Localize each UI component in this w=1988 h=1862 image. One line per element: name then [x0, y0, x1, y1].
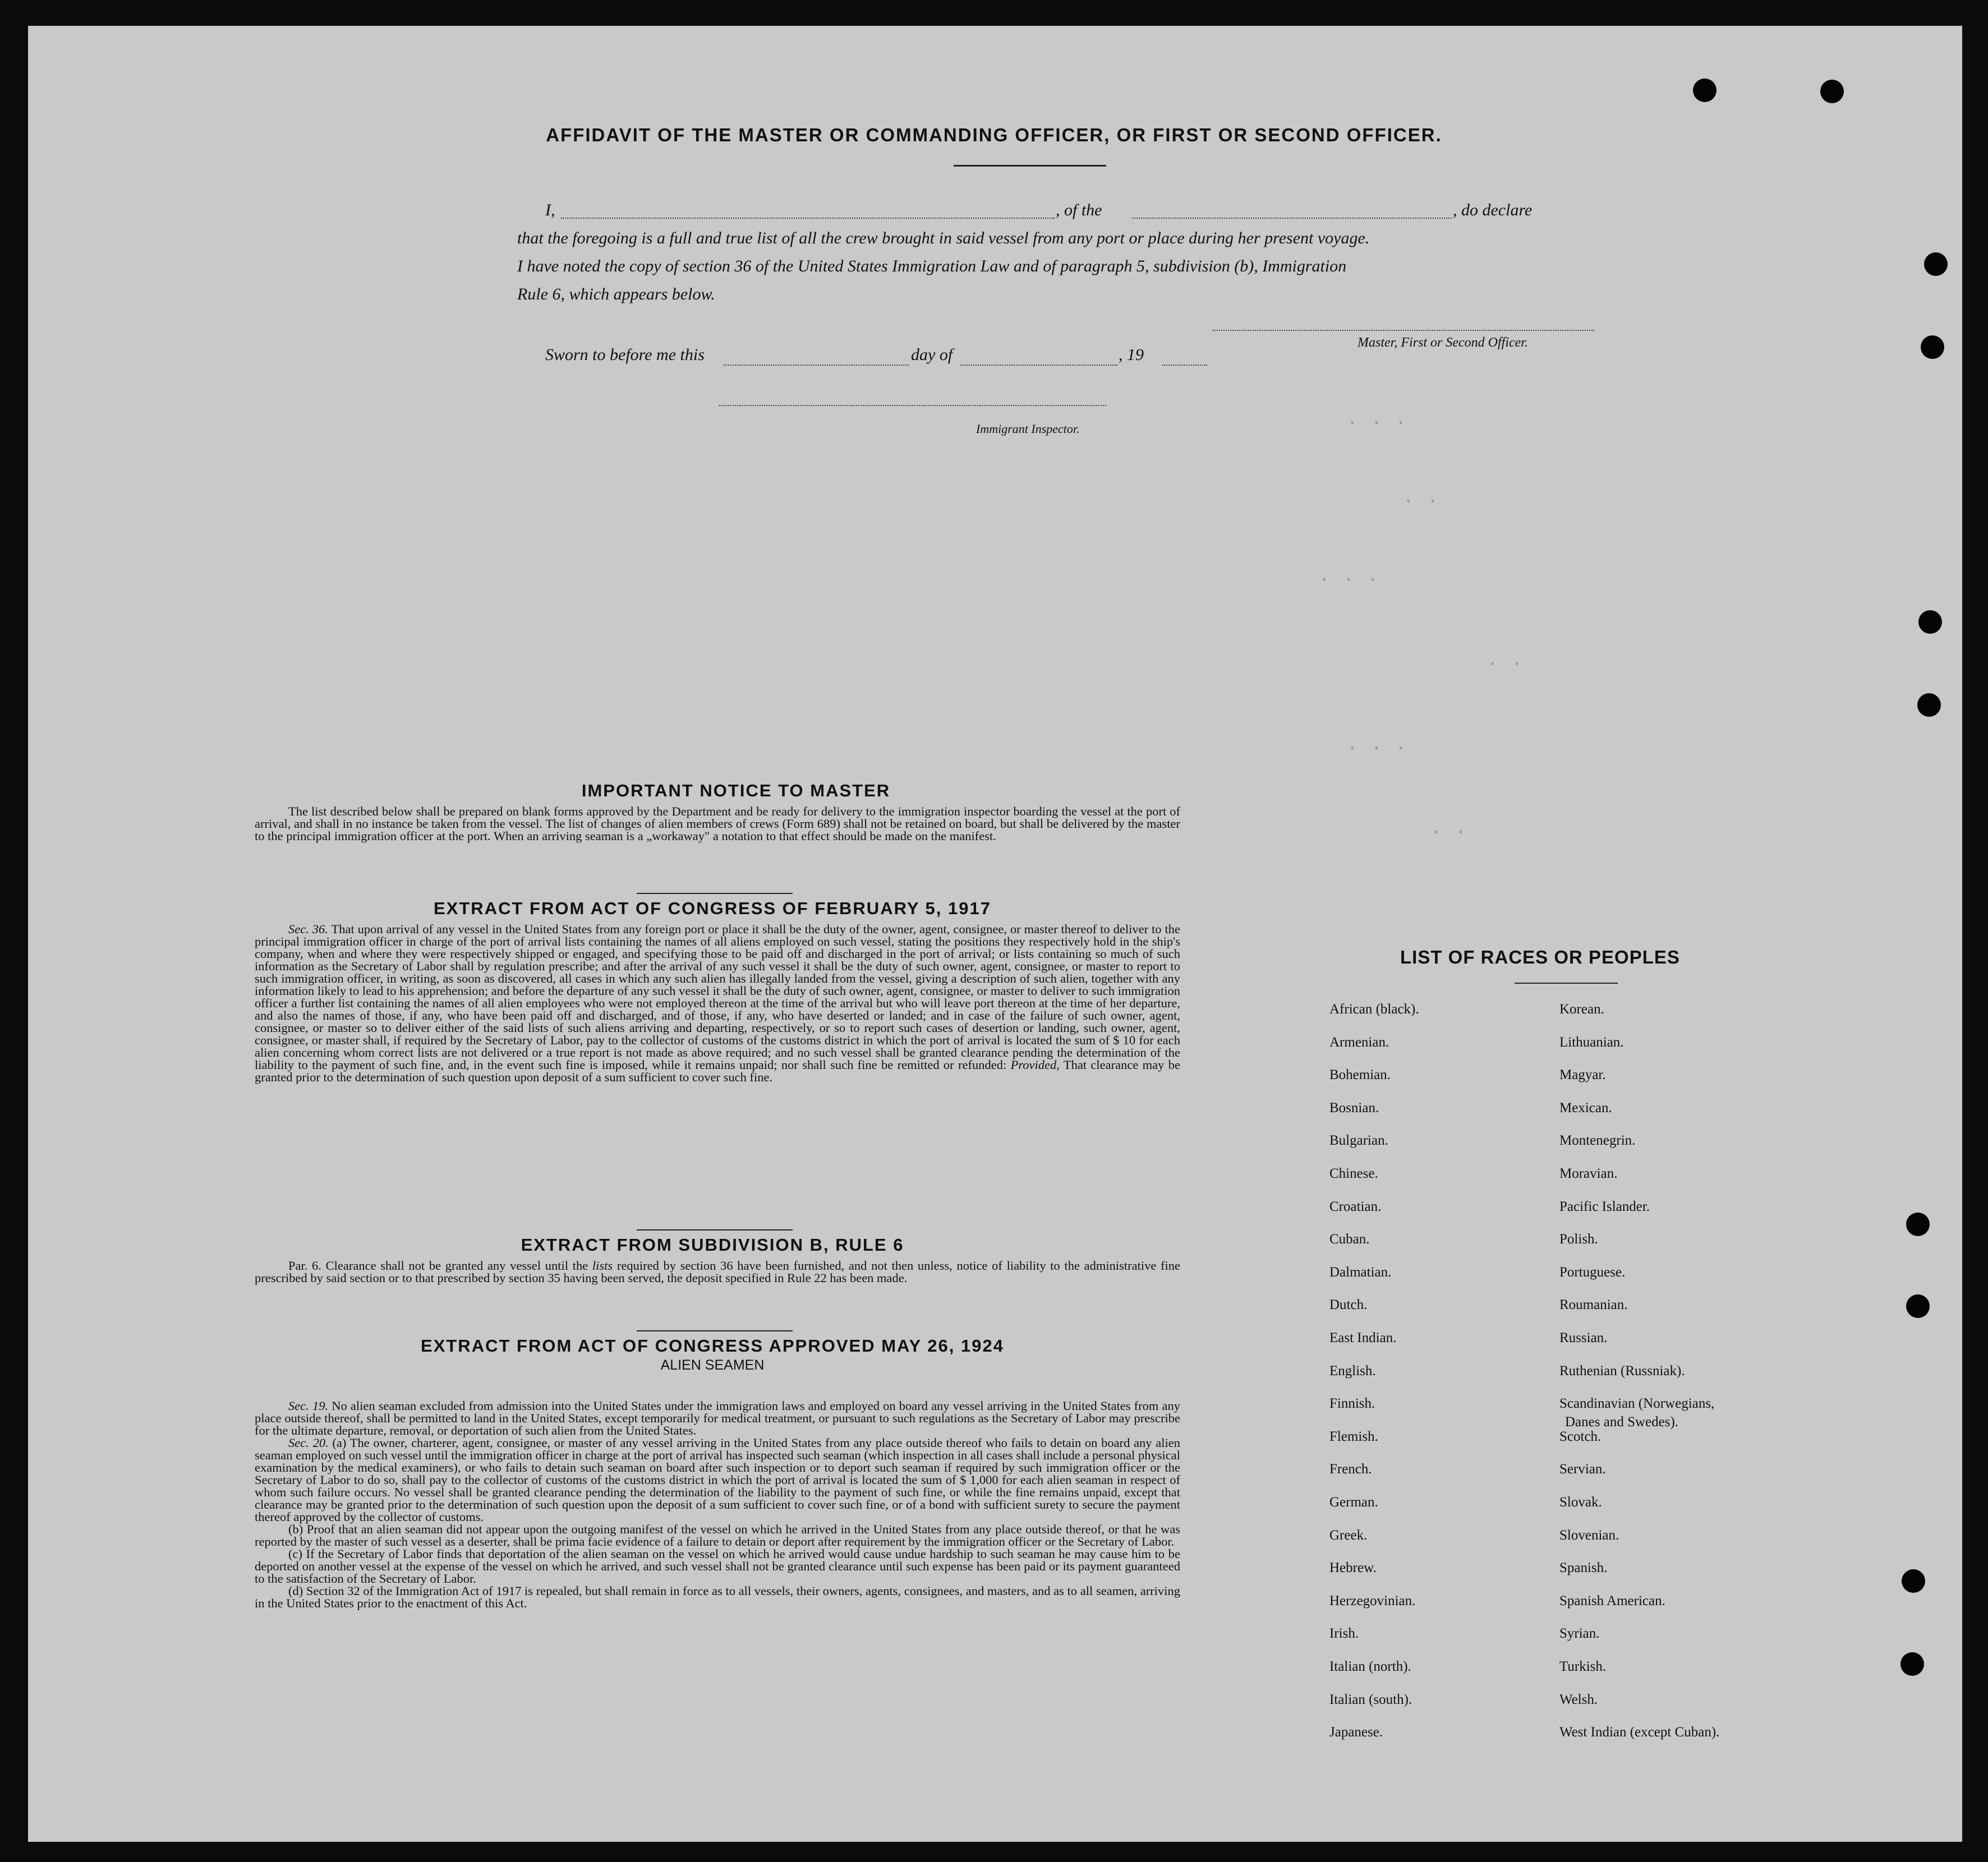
- divider: [1515, 983, 1618, 984]
- extract-1924-subtitle: ALIEN SEAMEN: [660, 1357, 765, 1373]
- punch-hole: [1902, 1569, 1925, 1593]
- sec-20a-text: (a) The owner, charterer, agent, consignee, or master of any vessel arriving in the United States from any place outside thereof who fails to detain on board any alien seaman employed on such vessel until the immigration officer in charge at the port of arrival has inspected such seaman (which inspection in all cases shall include a personal physical examination by the medical examiners), or who fails to detain such seaman on board after such inspection or to deport such seaman if required by such immigration officer or the Secretary of Labor to do so, shall pay to the collector of customs of the customs district in which the port of arrival is located the sum of $ 1,000 for each alien seaman in respect of whom such failure occurs. No vessel shall be granted clearance pending the determination of the liability to the payment of such fine, or while the fine remains unpaid, except that clearance may be granted prior to the determination of such question upon the deposit of a sum sufficient to cover such fine, or of a bond with sufficient surety to secure the payment thereof approved by the collector of customs.: [255, 1436, 1181, 1524]
- race-item: Japanese.: [1329, 1725, 1383, 1740]
- race-item: English.: [1329, 1363, 1376, 1379]
- divider: [637, 893, 793, 894]
- race-item: Italian (north).: [1329, 1659, 1411, 1674]
- sec-19-label: Sec. 19.: [288, 1399, 329, 1413]
- extract-1924-title: EXTRACT FROM ACT OF CONGRESS APPROVED MAY 26, 1924: [421, 1336, 1004, 1356]
- race-item: Montenegrin.: [1559, 1133, 1636, 1149]
- day-field[interactable]: [724, 365, 909, 366]
- affidavit-declare: , do declare: [1453, 201, 1533, 219]
- race-item: Russian.: [1559, 1330, 1608, 1345]
- sec-20-label: Sec. 20.: [288, 1436, 329, 1450]
- extract-1917-title: EXTRACT FROM ACT OF CONGRESS OF FEBRUARY 5, 1917: [434, 898, 991, 918]
- affidavit-line-4: Rule 6, which appears below.: [517, 285, 715, 303]
- punch-hole: [1917, 693, 1941, 717]
- day-of-text: day of: [911, 345, 953, 364]
- race-item: Welsh.: [1559, 1692, 1598, 1707]
- race-item: Cuban.: [1329, 1232, 1370, 1247]
- race-item: Italian (south).: [1329, 1692, 1412, 1707]
- notice-paragraph: The list described below shall be prepared on blank forms approved by the Department and be ready for delivery to the immigration inspector boarding the vessel at the port of arrival, and shall in no instance be taken from the vessel. The list of changes of alien members of crews (Form 689) shall not be retained on board, but shall be delivered by the master to the principal immigration officer at the port. When an arriving seaman is a „workaway" a notation to that effect should be made on the manifest.: [255, 804, 1180, 843]
- sec-36-text-end: That clearance may be granted prior to the determination of such question upon deposit of a sum sufficient to cover such fine.: [255, 1058, 1181, 1084]
- extract-rule6-title: EXTRACT FROM SUBDIVISION B, RULE 6: [521, 1235, 904, 1255]
- race-item: Croatian.: [1329, 1199, 1382, 1214]
- race-item: Slovak.: [1559, 1495, 1602, 1510]
- race-item: Finnish.: [1329, 1396, 1375, 1412]
- notice-text: [255, 805, 1180, 842]
- sec-20c-text: (c) If the Secretary of Labor finds that deportation of the alien seaman on the vessel on which he arrived would cause undue hardship to such seaman he may cause him to be deported on another vessel at the expense of the vessel on which he arrived, and such vessel shall not be granted clearance until such expense has been paid or its payment guaranteed to the satisfaction of the Secretary of Labor.: [255, 1547, 1180, 1586]
- race-item: Bosnian.: [1329, 1100, 1379, 1116]
- punch-hole: [1900, 1652, 1924, 1676]
- race-item: West Indian (except Cuban).: [1559, 1725, 1720, 1740]
- document-page: . . . . . . . . . . . . . . . AFFIDAVIT OF THE MASTER OR COMMANDING OFFICER, OR FIRST OR SECOND OFFICER. I, , of the , do declare that the foregoing is a full and true list of all the crew brought in said vessel from any port or place during her present voyage. I have noted the copy of section 36 of the United States Immigration Law and of paragraph 5, subdivision (b), Immigration Rule 6, which appears below. Master, First or Second Officer. Sworn to before me this day of , 19 Immigrant Inspector. IMPORTANT NOTICE TO MASTER The list described below shall be prepared on blank forms approved by the Department and be ready for delivery to the immigration inspector boarding the vessel at the port of arrival, and shall in no instance be taken from the vessel. The list of changes of alien members of crews (Form 689) shall not be retained on board, but shall be delivered by the master to the principal immigration officer at the port. When an arriving seaman is a „workaway" a notation to that effect should be made on the manifest. EXTRACT FROM ACT OF CONGRESS OF FEBRUARY 5, 1917 Sec. 36. That upon arrival of any vessel in the United States from any foreign port or place it shall be the duty of the owner, agent, consignee, or master thereof to deliver to the principal immigration officer in charge of the port of arrival lists containing the names of all aliens employed on such vessel, stating the positions they respectively hold in the ship's company, when and where they were respectively shipped or engaged, and specifying those to be paid off and discharged in the port of arrival; or lists containing so much of such information as the Secretary of Labor shall by regulation prescribe; and after the arrival of any such vessel it shall be the duty of such owner, agent, consignee, or master to report to such immigration officer, in writing, as soon as discovered, all cases in which any such alien has illegally landed from the vessel, giving a description of such alien, together with any information likely to lead to his apprehension; and before the departure of any such vessel it shall be the duty of such owner, agent, consignee, or master to deliver to such immigration officer a further list containing the names of all alien employees who were not employed thereon at the time of the arrival but who will leave port thereon at the time of her departure, and also the names of those, if any, who have been paid off and discharged, and of those, if any, who have deserted or landed; and in case of the failure of such owner, agent, consignee, or master so to deliver either of the said lists of such aliens arriving and departing, respectively, or so to report such cases of desertion or landing, such owner, agent, consignee, or master shall, if required by the Secretary of Labor, pay to the collector of customs of the customs district in which the port of arrival is located the sum of $ 10 for each alien concerning whom correct lists are not delivered or a true report is not made as above required; and no such vessel shall be granted clearance pending the determination of the liability to the payment of such fine, and, in the event such fine is imposed, while it remains unpaid; nor shall such fine be remitted or refunded: Provided, That clearance may be granted prior to the determination of such question upon deposit of a sum sufficient to cover such fine. EXTRACT FROM SUBDIVISION B, RULE 6 Par. 6. Clearance shall not be granted any vessel until the lists required by section 36 have been furnished, and not then unless, notice of liability to the administrative fine prescribed by said section or to that prescribed by section 35 having been served, the deposit specified in Rule 22 has been made. EXTRACT FROM ACT OF CONGRESS APPROVED MAY 26, 1924 ALIEN SEAMEN Sec. 19. No alien seaman excluded from admission into the United States under the immigration laws and employed on board any vessel arriving in the United States from any place outside thereof, shall be permitted to land in the United States, except temporarily for medical treatment, or pursuant to such regulations as the Secretary of Labor may prescribe for the ultimate departure, removal, or deportation of such alien from the United States. Sec. 20. (a) The owner, charterer, agent, consignee, or master of any vessel arriving in the United States from any place outside thereof who fails to detain on board any alien seaman employed on such vessel until the immigration officer in charge at the port of arrival has inspected such seaman (which inspection in all cases shall include a personal physical examination by the medical examiners), or who fails to detain such seaman on board after such inspection or to deport such seaman if required by such immigration officer or the Secretary of Labor to do so, shall pay to the collector of customs of the customs district in which the port of arrival is located the sum of $ 1,000 for each alien seaman in respect of whom such failure occurs. No vessel shall be granted clearance pending the determination of the liability to the payment of such fine, or while the fine remains unpaid, except that clearance may be granted prior to the determination of such question upon the deposit of a sum sufficient to cover such fine, or of a bond with sufficient surety to secure the payment thereof approved by the collector of customs. (b) Proof that an alien seaman did not appear upon the outgoing manifest of the vessel on which he arrived in the United States from any place outside thereof, or that he was reported by the master of such vessel as a deserter, shall be prima facie evidence of a failure to detain or deport after requirement by the immigration officer or the Secretary of Labor. (c) If the Secretary of Labor finds that deportation of the alien seaman on the vessel on which he arrived would cause undue hardship to such seaman he may cause him to be deported on another vessel at the expense of the vessel on which he arrived, and such vessel shall not be granted clearance until such expense has been paid or its payment guaranteed to the satisfaction of the Secretary of Labor. (d) Section 32 of the Immigration Act of 1917 is repealed, but shall remain in force as to all vessels, their owners, agents, consignees, and masters, and as to all seamen, arriving in the United States prior to the enactment of this Act. LIST OF RACES OR PEOPLES African (black). Armenian. Bohemian. Bosnian. Bulgarian. Chinese. Croatian. Cuban. Dalmatian. Dutch. East Indian. English. Finnish. Flemish. French. German. Greek. Hebrew. Herzegovinian. Irish. Italian (north). Italian (south). Japanese. Korean. Lithuanian. Magyar. Mexican. Montenegrin. Moravian. Pacific Islander. Polish. Portuguese. Roumanian. Russian. Ruthenian (Russniak). Scandinavian (Norwegians, Scotch. Servian. Slovak. Slovenian. Spanish. Spanish American. Syrian. Turkish. Welsh. West Indian (except Cuban). Danes and Swedes).: [28, 26, 1962, 1842]
- sec-36-text: That upon arrival of any vessel in the United States from any foreign port or place it shall be the duty of the owner, agent, consignee, or master thereof to deliver to the principal immigration officer in charge of the port of arrival lists containing the names of all aliens employed on such vessel, stating the positions they respectively hold in the ship's company, when and where they were respectively shipped or engaged, and specifying those to be paid off and discharged in the port of arrival; or lists containing so much of such information as the Secretary of Labor shall by regulation prescribe; and after the arrival of any such vessel it shall be the duty of such owner, agent, consignee, or master to report to such immigration officer, in writing, as soon as discovered, all cases in which any such alien has illegally landed from the vessel, giving a description of such alien, together with any information likely to lead to his apprehension; and before the departure of any such vessel it shall be the duty of such owner, agent, consignee, or master to deliver to such immigration officer a further list containing the names of all alien employees who were not employed thereon at the time of the arrival but who will leave port thereon at the time of her departure, and also the names of those, if any, who have been paid off and discharged, and of those, if any, who have deserted or landed; and in case of the failure of such owner, agent, consignee, or master so to deliver either of the said lists of such aliens arriving and departing, respectively, or so to report such cases of desertion or landing, such owner, agent, consignee, or master shall, if required by the Secretary of Labor, pay to the collector of customs of the customs district in which the port of arrival is located the sum of $ 10 for each alien concerning whom correct lists are not delivered or a true report is not made as above required; and no such vessel shall be granted clearance pending the determination of the liability to the payment of such fine, and, in the event such fine is imposed, while it remains unpaid; nor shall such fine be remitted or refunded:: [255, 922, 1180, 1072]
- race-item: East Indian.: [1329, 1330, 1397, 1345]
- race-item: Dalmatian.: [1329, 1264, 1392, 1280]
- race-item: Greek.: [1329, 1527, 1368, 1543]
- divider: [637, 1330, 793, 1331]
- race-item: Moravian.: [1559, 1166, 1618, 1181]
- punch-hole: [1906, 1294, 1930, 1318]
- race-item: Hebrew.: [1329, 1560, 1377, 1576]
- extract-1917-text: [255, 923, 1180, 1084]
- punch-hole: [1693, 79, 1717, 102]
- race-item: Roumanian.: [1559, 1297, 1628, 1313]
- race-item: Chinese.: [1329, 1166, 1378, 1181]
- race-item: Servian.: [1559, 1462, 1606, 1477]
- race-item: Mexican.: [1559, 1100, 1612, 1116]
- race-item: French.: [1329, 1462, 1372, 1477]
- notice-title: IMPORTANT NOTICE TO MASTER: [581, 781, 891, 800]
- extract-1924-text: [255, 1400, 1180, 1610]
- race-item: Slovenian.: [1559, 1527, 1619, 1543]
- year-text: , 19: [1119, 345, 1144, 364]
- affidavit-line-3: I have noted the copy of section 36 of the United States Immigration Law and of paragraph 5, subdivision (b), Immigration: [517, 257, 1347, 275]
- month-field[interactable]: [960, 365, 1117, 366]
- sec-19-text: No alien seaman excluded from admission into the United States under the immigration laws and employed on board any vessel arriving in the United States from any place outside thereof, shall be permitted to land in the United States, except temporarily for medical treatment, or pursuant to such regulations as the Secretary of Labor may prescribe for the ultimate departure, removal, or deportation of such alien from the United States.: [255, 1399, 1180, 1437]
- race-item: Scandinavian (Norwegians,: [1559, 1396, 1715, 1412]
- race-item: Armenian.: [1329, 1034, 1389, 1050]
- race-item: Spanish American.: [1559, 1593, 1665, 1608]
- vessel-field[interactable]: [1132, 218, 1452, 219]
- sec-20b-text: (b) Proof that an alien seaman did not appear upon the outgoing manifest of the vessel on which he arrived in the United States from any place outside thereof, or that he was reported by the master of such vessel as a deserter, shall be prima facie evidence of a failure to detain or deport after requirement by the immigration officer or the Secretary of Labor.: [255, 1522, 1180, 1548]
- par-6-text-b: required by section 36 have been furnished, and not then unless, notice of liability to the administrative fine prescribed by said section or to that prescribed by section 35 having been served, the deposit specified in Rule 22 has been made.: [255, 1259, 1180, 1285]
- name-field[interactable]: [561, 218, 1055, 219]
- inspector-signature-line[interactable]: [719, 405, 1106, 406]
- race-item: Polish.: [1559, 1232, 1598, 1247]
- race-item: Magyar.: [1559, 1067, 1606, 1083]
- inspector-label: Immigrant Inspector.: [976, 422, 1080, 436]
- sec-36-label: Sec. 36.: [288, 922, 328, 936]
- race-item: Ruthenian (Russniak).: [1559, 1363, 1685, 1379]
- affidavit-of-the: , of the: [1056, 201, 1102, 219]
- race-item: Lithuanian.: [1559, 1034, 1624, 1050]
- race-item: Syrian.: [1559, 1626, 1600, 1642]
- affidavit-i: I,: [545, 201, 555, 219]
- sworn-text: Sworn to before me this: [545, 345, 705, 364]
- races-title: LIST OF RACES OR PEOPLES: [1400, 947, 1680, 967]
- year-field[interactable]: [1162, 365, 1207, 366]
- race-item: Turkish.: [1559, 1659, 1607, 1674]
- punch-hole: [1921, 335, 1944, 359]
- race-item: Portuguese.: [1559, 1264, 1626, 1280]
- race-item: Dutch.: [1329, 1297, 1368, 1313]
- sec-20d-text: (d) Section 32 of the Immigration Act of 1917 is repealed, but shall remain in force as to all vessels, their owners, agents, consignees, and masters, and as to all seamen, arriving in the United States prior to the enactment of this Act.: [255, 1584, 1180, 1610]
- race-item: Herzegovinian.: [1329, 1593, 1416, 1608]
- master-label: Master, First or Second Officer.: [1357, 335, 1528, 350]
- race-item: Korean.: [1559, 1002, 1604, 1017]
- par-6-text-a: Par. 6. Clearance shall not be granted any vessel until the: [288, 1259, 588, 1273]
- race-item: Spanish.: [1559, 1560, 1608, 1576]
- race-item: African (black).: [1329, 1002, 1419, 1017]
- extract-rule6-text: [255, 1260, 1180, 1284]
- race-item: Flemish.: [1329, 1428, 1378, 1444]
- lists-word: lists: [592, 1259, 613, 1273]
- punch-hole: [1820, 80, 1844, 103]
- race-item: Danes and Swedes).: [1565, 1414, 1679, 1430]
- affidavit-title: AFFIDAVIT OF THE MASTER OR COMMANDING OFFICER, OR FIRST OR SECOND OFFICER.: [546, 125, 1442, 145]
- race-item: Bulgarian.: [1329, 1133, 1388, 1149]
- race-item: German.: [1329, 1495, 1378, 1510]
- race-item: Pacific Islander.: [1559, 1199, 1650, 1214]
- punch-hole: [1918, 610, 1942, 634]
- race-item: Irish.: [1329, 1626, 1359, 1642]
- punch-hole: [1906, 1213, 1930, 1236]
- master-signature-line[interactable]: [1213, 330, 1594, 331]
- race-item: Scotch.: [1559, 1428, 1602, 1444]
- punch-hole: [1924, 252, 1948, 276]
- provided-label: Provided,: [1010, 1058, 1060, 1072]
- divider: [637, 1229, 793, 1230]
- affidavit-line-2: that the foregoing is a full and true list of all the crew brought in said vessel from any port or place during her present voyage.: [517, 229, 1370, 247]
- divider: [954, 165, 1106, 167]
- race-item: Bohemian.: [1329, 1067, 1391, 1083]
